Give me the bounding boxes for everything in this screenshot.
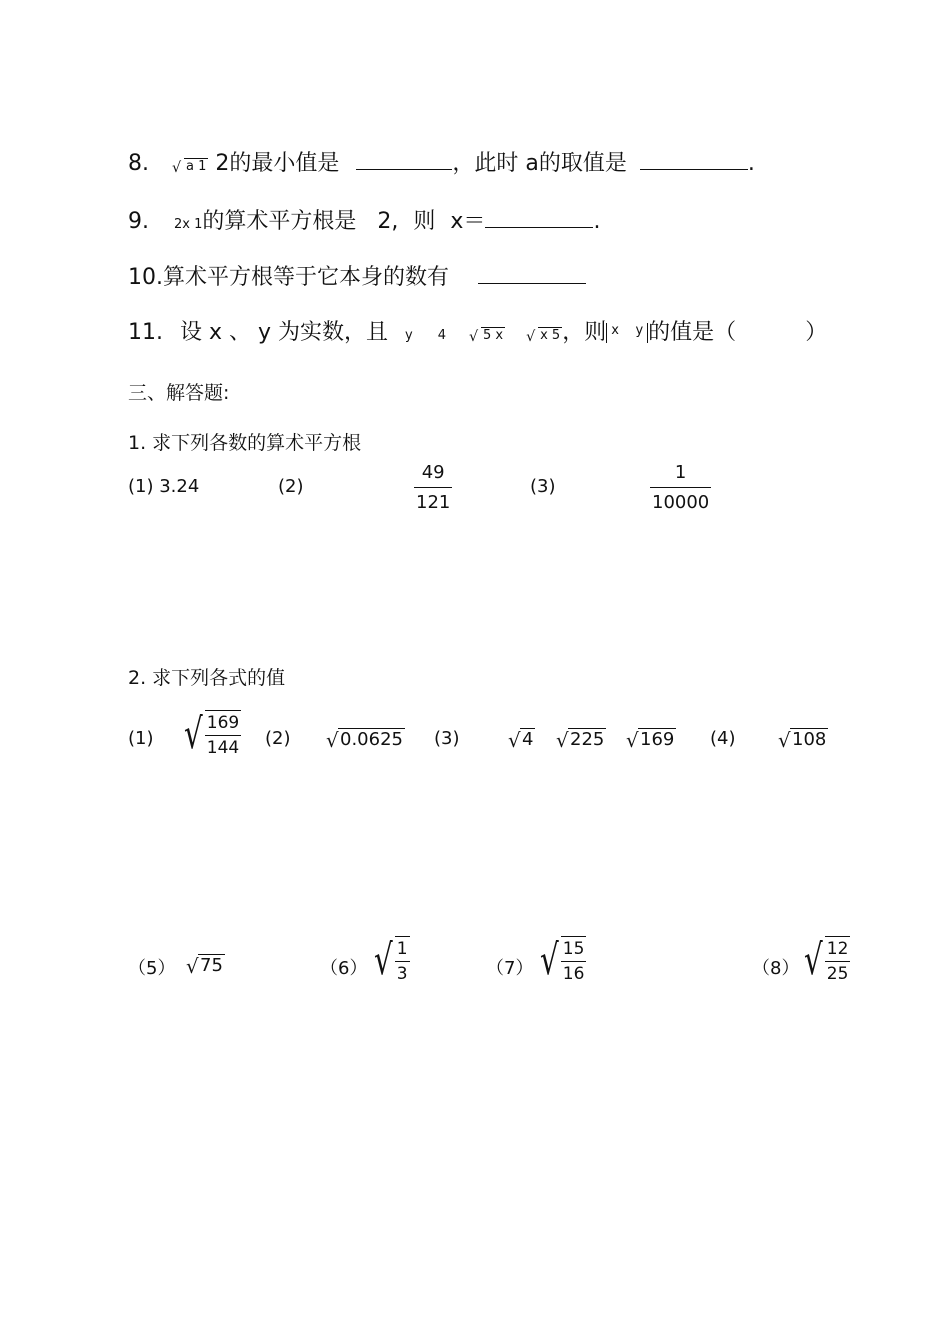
p2-expr-7: √ $\frac{15}{16}$ bbox=[540, 935, 585, 984]
q10-blank[interactable] bbox=[478, 263, 586, 284]
p2-expr-2 bbox=[328, 728, 405, 750]
p2-expr-7-num: 15 bbox=[562, 939, 585, 959]
p2-expr-2-radicand: 0.0625 bbox=[340, 729, 403, 750]
p2-expr-3a-radicand: 4 bbox=[522, 729, 534, 750]
problem-1-title: 1. 求下列各数的算术平方根 bbox=[128, 432, 362, 454]
q11-text1: 设 x 、 y 为实数，且 bbox=[180, 320, 389, 345]
q9-blank[interactable] bbox=[485, 207, 593, 228]
p2-expr-1-den: 144 bbox=[206, 738, 240, 758]
q9-text: 的算术平方根是 bbox=[202, 209, 357, 234]
q11-text3: 的值是（ bbox=[648, 320, 737, 345]
p2-label-3: (3) bbox=[434, 728, 460, 749]
p1-item-3-label: (3) bbox=[530, 476, 556, 497]
problem-2-title: 2. 求下列各式的值 bbox=[128, 667, 286, 689]
q8-var: a bbox=[525, 151, 539, 176]
question-10 bbox=[128, 260, 586, 291]
p1-item-2-label: (2) bbox=[278, 476, 304, 497]
q11-sqrt-1 bbox=[471, 327, 505, 343]
p1-item-2-numerator: 49 bbox=[421, 462, 445, 483]
q8-number: 8. bbox=[128, 151, 149, 176]
q8-sqrt bbox=[174, 158, 208, 174]
section-3-title: 三、解答题: bbox=[128, 382, 230, 404]
p2-expr-3b bbox=[558, 728, 606, 750]
q11-radicand-1: 5 x bbox=[483, 328, 504, 343]
p2-expr-3a bbox=[510, 728, 535, 750]
p2-expr-8: √ $\frac{12}{25}$ bbox=[804, 935, 849, 984]
q9-x: x＝ bbox=[450, 209, 486, 234]
p2-expr-3c-radicand: 169 bbox=[640, 729, 675, 750]
q8-blank-1[interactable] bbox=[356, 149, 452, 170]
p2-expr-7-den: 16 bbox=[562, 964, 585, 984]
p2-expr-6-den: 3 bbox=[396, 964, 408, 984]
p1-item-1: (1) 3.24 bbox=[128, 476, 200, 497]
p2-expr-6-num: 1 bbox=[396, 939, 408, 959]
q8-mid: ，此时 bbox=[452, 151, 519, 176]
p2-label-7: （7） bbox=[486, 958, 534, 979]
p2-label-4: (4) bbox=[710, 728, 736, 749]
q11-y: y bbox=[405, 328, 413, 343]
p2-expr-8-den: 25 bbox=[826, 964, 849, 984]
q8-radicand: a 1 bbox=[186, 159, 207, 174]
p1-item-3-numerator: 1 bbox=[674, 462, 687, 483]
p2-expr-3c bbox=[628, 728, 676, 750]
p2-label-1: (1) bbox=[128, 728, 154, 749]
question-8 bbox=[128, 146, 755, 177]
q11-number: 11. bbox=[128, 320, 163, 345]
q10-text: 算术平方根等于它本身的数有 bbox=[163, 265, 450, 290]
question-11 bbox=[128, 315, 827, 346]
p2-expr-1: √ $\frac{169}{144}$ bbox=[184, 709, 240, 758]
q11-radicand-2: x 5 bbox=[540, 328, 561, 343]
q11-four: 4 bbox=[437, 328, 446, 343]
p2-expr-5-radicand: 75 bbox=[200, 955, 223, 976]
q8-end: . bbox=[747, 151, 755, 176]
q11-abs-y: y bbox=[635, 323, 644, 338]
p2-label-6: （6） bbox=[320, 958, 368, 979]
p2-expr-8-num: 12 bbox=[826, 939, 849, 959]
p1-item-3-fraction bbox=[650, 462, 711, 513]
q11-sqrt-2 bbox=[528, 327, 562, 343]
p1-item-2-fraction bbox=[414, 462, 452, 513]
q9-number: 9. bbox=[128, 209, 149, 234]
q8-after: 2的最小值是 bbox=[215, 151, 340, 176]
p1-item-2-denominator: 121 bbox=[416, 492, 451, 513]
p1-item-3-denominator: 10000 bbox=[652, 492, 710, 513]
p2-expr-4 bbox=[780, 728, 828, 750]
q9-value: 2, bbox=[377, 209, 399, 234]
q8-blank-2[interactable] bbox=[640, 149, 748, 170]
p2-expr-4-radicand: 108 bbox=[792, 729, 827, 750]
p2-expr-5 bbox=[188, 954, 225, 976]
p2-label-2: (2) bbox=[265, 728, 291, 749]
q11-abs-x: x bbox=[611, 323, 619, 338]
p2-label-8: （8） bbox=[752, 958, 800, 979]
q8-tail: 的取值是 bbox=[538, 151, 627, 176]
q9-then: 则 bbox=[413, 209, 436, 234]
p2-label-5: （5） bbox=[128, 958, 176, 979]
q9-end: . bbox=[593, 209, 601, 234]
q11-text2: ，则 bbox=[562, 320, 607, 345]
q11-close: ） bbox=[805, 320, 828, 345]
question-9 bbox=[128, 204, 600, 235]
q10-number: 10. bbox=[128, 265, 163, 290]
p2-expr-6: √ $\frac{1}{3}$ bbox=[374, 935, 408, 984]
p2-expr-1-num: 169 bbox=[206, 713, 240, 733]
q11-abs bbox=[606, 323, 648, 343]
p2-expr-3b-radicand: 225 bbox=[570, 729, 605, 750]
q9-expr: 2x 1 bbox=[174, 217, 203, 232]
